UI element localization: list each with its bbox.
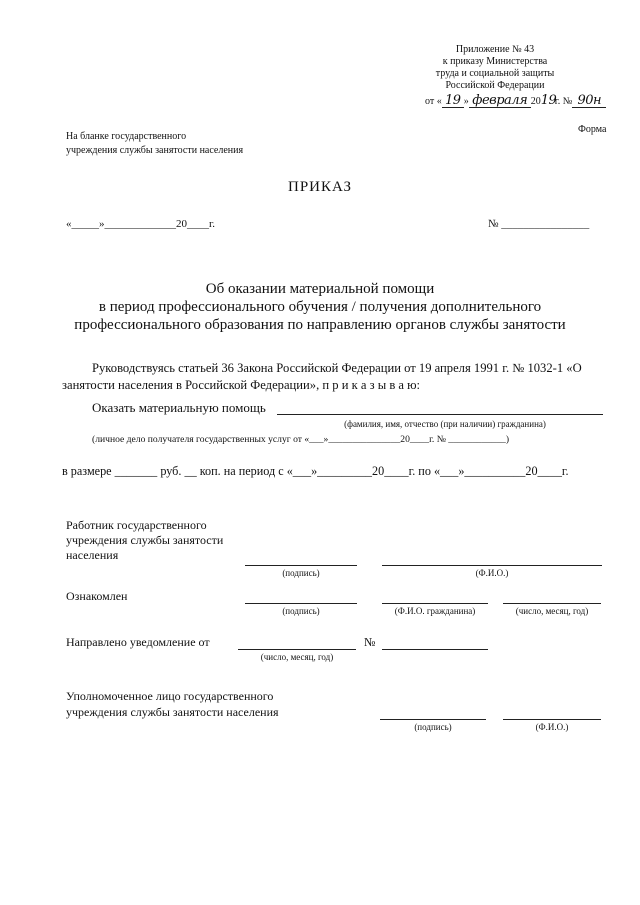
authorized-line-1: Уполномоченное лицо государственного xyxy=(66,689,274,703)
appendix-line-2: к приказу Министерства xyxy=(442,56,548,67)
notification-date-line[interactable] xyxy=(238,649,356,650)
year-handwritten: 19 xyxy=(540,93,557,108)
acquainted-date-line[interactable] xyxy=(503,603,601,604)
letterhead-line-1: На бланке государственного xyxy=(66,131,187,142)
notification-date-caption: (число, месяц, год) xyxy=(260,652,334,662)
notification-number-label: № xyxy=(364,635,376,649)
order-date: «_____»_____________20____г. xyxy=(66,218,216,230)
notification-number-line[interactable] xyxy=(382,649,488,650)
date-mid: » xyxy=(463,96,469,107)
body-line-1: Руководствуясь статьей 36 Закона Российской Федерации от 19 апреля 1991 г. № 1032-1 «О xyxy=(92,361,582,375)
body-line-2: занятости населения в Российской Федерации», п р и к а з ы в а ю: xyxy=(62,378,421,392)
day-handwritten: 19 xyxy=(442,95,464,108)
authorized-name-line[interactable] xyxy=(503,719,601,720)
subject-line-1: Об оказании материальной помощи xyxy=(205,281,435,297)
date-prefix: от « xyxy=(425,96,442,107)
employee-line-3: населения xyxy=(66,548,119,562)
year-suffix: г. № xyxy=(554,96,573,107)
personal-file-line: (личное дело получателя государственных услуг от «___»_______________20____г. № ____________) xyxy=(92,434,510,445)
month-handwritten: февраля xyxy=(469,95,531,108)
acquainted-date-caption: (число, месяц, год) xyxy=(515,606,589,616)
authorized-signature-caption: (подпись) xyxy=(414,722,452,732)
appendix-line-4: Российской Федерации xyxy=(445,80,545,91)
acquainted-label: Ознакомлен xyxy=(66,589,128,603)
form-label: Форма xyxy=(578,124,607,135)
employee-signature-caption: (подпись) xyxy=(282,568,320,578)
page-title: ПРИКАЗ xyxy=(288,179,352,195)
amount-period-line: в размере _______ руб. __ коп. на период с «___»_________20____г. по «___»__________20____г. xyxy=(62,464,569,478)
acquainted-name-line[interactable] xyxy=(382,603,488,604)
authorized-line-2: учреждения службы занятости населения xyxy=(66,705,279,719)
appendix-date-line xyxy=(425,95,606,108)
authorized-signature-line[interactable] xyxy=(380,719,486,720)
employee-line-2: учреждения службы занятости xyxy=(66,533,224,547)
subject-line-3: профессионального образования по направлению органов службы занятости xyxy=(74,317,566,333)
employee-line-1: Работник государственного xyxy=(66,518,207,532)
recipient-name-caption: (фамилия, имя, отчество (при наличии) гражданина) xyxy=(344,419,546,429)
appendix-line-3: труда и социальной защиты xyxy=(435,68,555,79)
subject-line-2: в период профессионального обучения / получения дополнительного xyxy=(98,299,542,315)
employee-signature-line[interactable] xyxy=(245,565,357,566)
number-handwritten: 90н xyxy=(572,95,606,108)
year-prefix: 20 xyxy=(530,96,541,107)
employee-name-caption: (Ф.И.О.) xyxy=(475,568,509,578)
letterhead-line-2: учреждения службы занятости населения xyxy=(66,145,244,156)
recipient-name-line xyxy=(277,414,603,415)
assistance-label: Оказать материальную помощь xyxy=(92,400,266,415)
acquainted-name-caption: (Ф.И.О. гражданина) xyxy=(394,606,476,616)
acquainted-signature-caption: (подпись) xyxy=(282,606,320,616)
notification-label: Направлено уведомление от xyxy=(66,635,210,649)
acquainted-signature-line[interactable] xyxy=(245,603,357,604)
employee-name-line[interactable] xyxy=(382,565,602,566)
appendix-line-1: Приложение № 43 xyxy=(455,44,535,55)
order-number: № ________________ xyxy=(488,218,590,230)
authorized-name-caption: (Ф.И.О.) xyxy=(535,722,569,732)
